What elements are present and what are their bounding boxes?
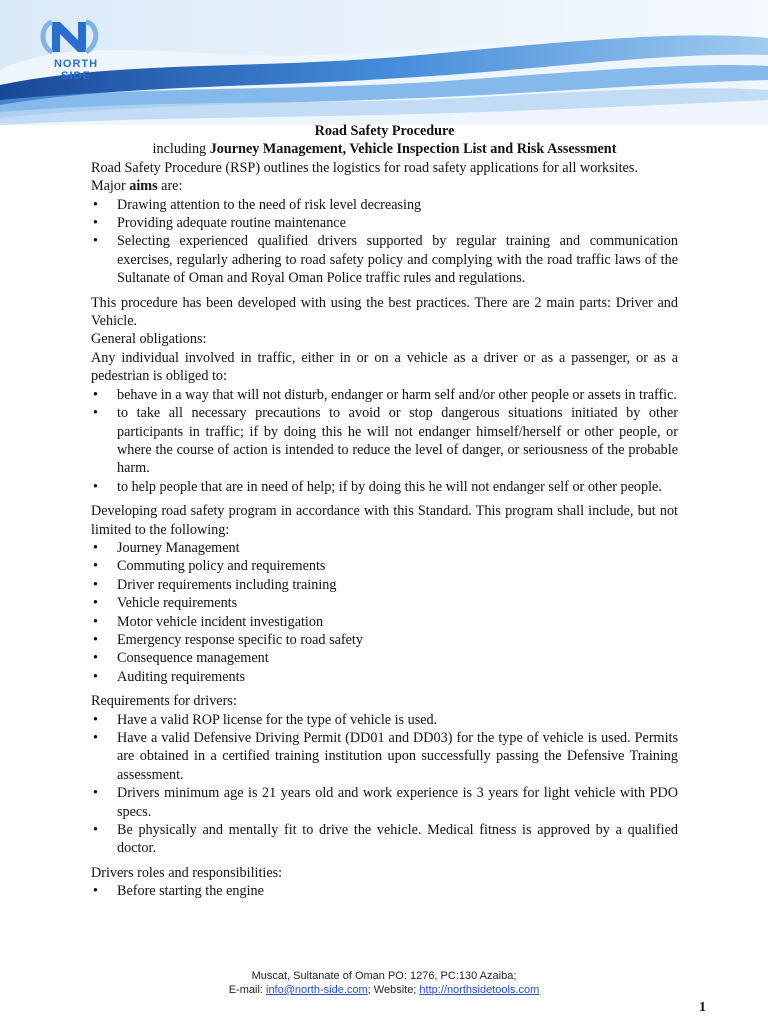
practices-paragraph: This procedure has been developed with using the best practices. There are 2 main parts: Driver and Vehicle.: [91, 294, 678, 330]
list-item: • behave in a way that will not disturb, endanger or harm self and/or other people or assets in traffic.: [91, 386, 678, 404]
list-item: • Consequence management: [91, 649, 678, 667]
header-banner: [0, 0, 768, 125]
list-item: • Vehicle requirements: [91, 594, 678, 612]
obligations-intro: Any individual involved in traffic, either in or on a vehicle as a driver or as a passenger, or as a pedestrian is obliged to:: [91, 349, 678, 385]
drivers-requirements-heading: Requirements for drivers:: [91, 693, 237, 710]
document-body: [91, 122, 678, 901]
list-item: • Selecting experienced qualified drivers supported by regular training and communication exercises, regularly adhering to road safety policy and complying with the road traffic laws of the Sultanate of Oman and Royal Oman Police traffic rules and regulations.: [91, 232, 678, 287]
list-item: • Emergency response specific to road safety: [91, 631, 678, 649]
list-item: • Drivers minimum age is 21 years old and work experience is 3 years for light vehicle with PDO specs.: [91, 784, 678, 821]
aims-prefix: Major: [91, 178, 130, 195]
footer-contact: [0, 983, 768, 997]
general-obligations-heading: General obligations:: [91, 331, 207, 348]
program-list: [91, 539, 678, 686]
list-item: • Drawing attention to the need of risk level decreasing: [91, 196, 678, 214]
roles-list: [91, 882, 678, 900]
aims-bold: aims: [129, 178, 158, 195]
list-item: • Before starting the engine: [91, 882, 678, 900]
page-footer: [0, 969, 768, 997]
list-item: • Auditing requirements: [91, 668, 678, 686]
email-label: E-mail:: [228, 984, 266, 996]
aims-heading: [91, 177, 678, 195]
logo-text: [41, 58, 111, 82]
wave-graphic: [0, 0, 768, 125]
logo-text-side: SIDE: [61, 70, 91, 82]
obligations-list: [91, 386, 678, 496]
page-number: 1: [699, 1000, 706, 1015]
list-item: • Journey Management: [91, 539, 678, 557]
list-item: • Driver requirements including training: [91, 576, 678, 594]
list-item: • Have a valid ROP license for the type of vehicle is used.: [91, 711, 678, 729]
intro-paragraph: Road Safety Procedure (RSP) outlines the logistics for road safety applications for all worksites.: [91, 159, 638, 176]
drivers-requirements-list: [91, 711, 678, 858]
program-intro: Developing road safety program in accordance with this Standard. This program shall include, but not limited to the following:: [91, 503, 678, 538]
subtitle-prefix: including: [152, 141, 210, 158]
list-item: • Motor vehicle incident investigation: [91, 613, 678, 631]
list-item: • Have a valid Defensive Driving Permit (DD01 and DD03) for the type of vehicle is used. Permits are obtained in a certified training institution upon successfully passing the Defensive Training assessment.: [91, 729, 678, 784]
email-link[interactable]: info@north-side.com: [266, 984, 368, 996]
aims-suffix: are:: [157, 178, 183, 195]
list-item: • to take all necessary precautions to avoid or stop dangerous situations initiated by other participants in traffic; if by doing this he will not endanger himself/herself or other people, or where the course of action is intended to reduce the level of danger, or seriousness of the probable harm.: [91, 404, 678, 478]
list-item: • Be physically and mentally fit to drive the vehicle. Medical fitness is approved by a qualified doctor.: [91, 821, 678, 858]
website-link[interactable]: http://northsidetools.com: [419, 984, 540, 996]
roles-heading: Drivers roles and responsibilities:: [91, 864, 283, 881]
aims-list: [91, 196, 678, 288]
logo-text-north: NORTH: [53, 58, 99, 70]
subtitle-bold: Journey Management, Vehicle Inspection List and Risk Assessment: [209, 141, 617, 158]
website-label: ; Website;: [367, 984, 420, 996]
footer-address: Muscat, Sultanate of Oman PO: 1276, PC:130 Azaiba;: [251, 970, 517, 982]
document-title: Road Safety Procedure: [314, 123, 455, 139]
list-item: • Commuting policy and requirements: [91, 557, 678, 575]
list-item: • Providing adequate routine maintenance: [91, 214, 678, 232]
document-subtitle: [91, 140, 678, 158]
list-item: • to help people that are in need of help; if by doing this he will not endanger self or other people.: [91, 478, 678, 496]
